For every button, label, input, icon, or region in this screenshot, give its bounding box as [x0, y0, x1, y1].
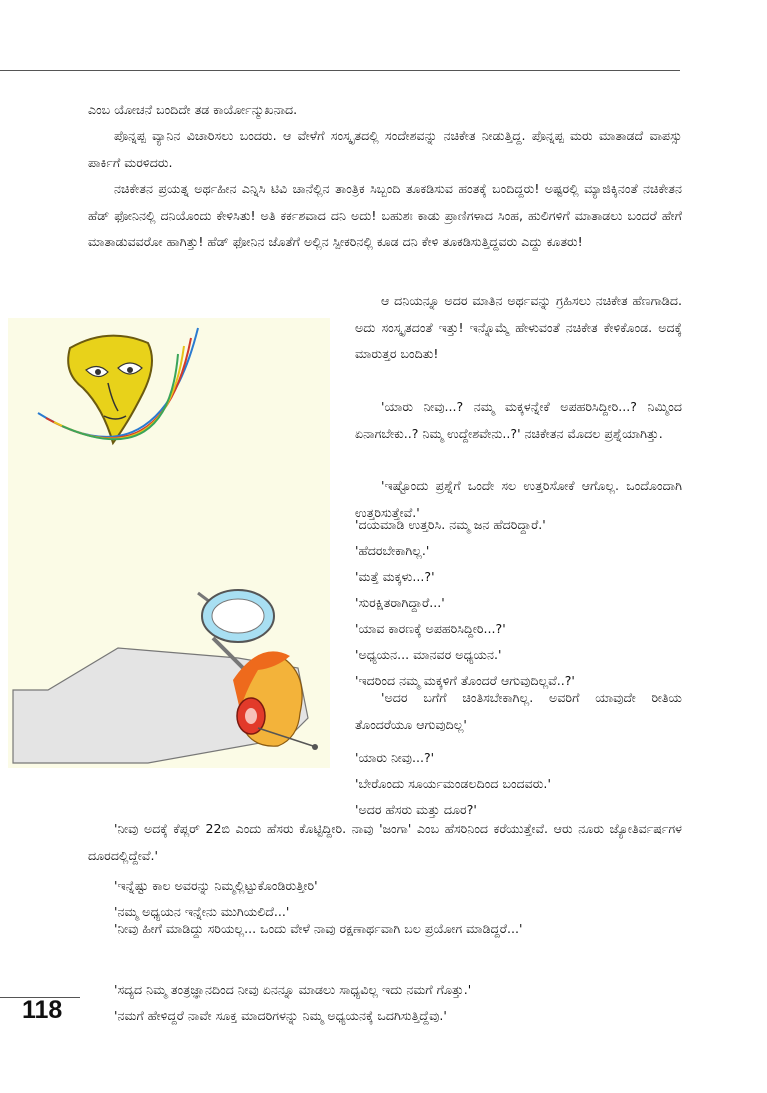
paragraph-top-3: ನಚಿಕೇತನ ಪ್ರಯತ್ನ ಅರ್ಥಹೀನ ಎನ್ನಿಸಿ ಟಿವಿ ಚಾನೆಲ್ಲಿನ ತಾಂತ್ರಿಕ ಸಿಬ್ಬಂದಿ ತೂಕಡಿಸುವ ಹಂತಕ್ಕೆ ಬಂದಿದ್ದರು! ಅಷ್ಟರಲ್ಲಿ ಮ್ಯಾಜಿಕ್ಕಿನಂತೆ ನಚಿಕೇತನ ಹೆಡ್ ಫೋನಿನಲ್ಲಿ ದನಿಯೊಂದು ಕೇಳಿಸಿತು! ಅತಿ ಕರ್ಕಶವಾದ ದನಿ ಅದು! ಬಹುಶಃ ಕಾಡು ಪ್ರಾಣಿಗಳಾದ ಸಿಂಹ, ಹುಲಿಗಳಿಗೆ ಮಾತಾಡಲು ಬಂದರೆ ಹೇಗೆ ಮಾತಾಡುವವರೋ ಹಾಗಿತ್ತು! ಹೆಡ್ ಫೋನಿನ ಜೊತೆಗೆ ಅಲ್ಲಿನ ಸ್ಪೀಕರಿನಲ್ಲಿ ಕೂಡ ದನಿ ಕೇಳಿ ತೂಕಡಿಸುತ್ತಿದ್ದವರು ಎದ್ದು ಕೂತರು! [88, 181, 682, 249]
paragraph-top-2: ಪೊನ್ನಪ್ಪ ವ್ಯಾನಿನ ವಿಚಾರಿಸಲು ಬಂದರು. ಆ ವೇಳೆಗೆ ಸಂಸ್ಕೃತದಲ್ಲಿ ಸಂದೇಶವನ್ನು ನಚಿಕೇತ ನೀಡುತ್ತಿದ್ದ. ಪೊನ್ನಪ್ಪ ಮರು ಮಾತಾಡದೆ ವಾಪಸ್ಸು ಪಾರ್ಕಿಗೆ ಮರಳಿದರು. [88, 128, 682, 170]
dialogue-line: 'ಸುರಕ್ಷಿತರಾಗಿದ್ದಾರೆ...' [355, 595, 445, 610]
paragraph-column-2: 'ಯಾರು ನೀವು...? ನಮ್ಮ ಮಕ್ಕಳನ್ನೇಕೆ ಅಪಹರಿಸಿದ್ದೀರಿ...? ನಿಮ್ಮಿಂದ ಏನಾಗಬೇಕು..? ನಿಮ್ಮ ಉದ್ದೇಶವೇನು..?' ನಚಿಕೇತನ ಮೊದಲ ಪ್ರಶ್ನೆಯಾಗಿತ್ತು. [355, 399, 682, 441]
dialogue-line: 'ಇದರಿಂದ ನಮ್ಮ ಮಕ್ಕಳಿಗೆ ತೊಂದರೆ ಆಗುವುದಿಲ್ಲವೆ..?' [355, 673, 575, 688]
dialogue-line: 'ಮತ್ತೆ ಮಕ್ಕಳು...?' [355, 569, 435, 584]
dialogue-line: 'ಇನ್ನೆಷ್ಟು ಕಾಲ ಅವರನ್ನು ನಿಮ್ಮಲ್ಲಿಟ್ಟುಕೊಂಡಿರುತ್ತೀರಿ' [114, 878, 318, 893]
paragraph-bottom-2: 'ನೀವು ಹೀಗೆ ಮಾಡಿದ್ದು ಸರಿಯಲ್ಲ... ಒಂದು ವೇಳೆ ನಾವು ರಕ್ಷಣಾರ್ಥವಾಗಿ ಬಲ ಪ್ರಯೋಗ ಮಾಡಿದ್ದರೆ...' [114, 921, 523, 936]
paragraph-bottom-1: 'ನೀವು ಅದಕ್ಕೆ ಕೆಪ್ಲರ್ 22ಬಿ ಎಂದು ಹೆಸರು ಕೊಟ್ಟಿದ್ದೀರಿ. ನಾವು 'ಜಂಗಾ' ಎಂಬ ಹೆಸರಿನಿಂದ ಕರೆಯುತ್ತೇವೆ. ಆರು ನೂರು ಜ್ಯೋತಿರ್ವರ್ಷಗಳ ದೂರದಲ್ಲಿದ್ದೇವೆ.' [88, 821, 682, 863]
dialogue-line: 'ಹೆದರಬೇಕಾಗಿಲ್ಲ.' [355, 543, 430, 558]
story-illustration [8, 318, 330, 768]
dialogue-line: 'ನಮಗೆ ಹೇಳಿದ್ದರೆ ನಾವೇ ಸೂಕ್ತ ಮಾದರಿಗಳನ್ನು ನಿಮ್ಮ ಅಧ್ಯಯನಕ್ಕೆ ಒದಗಿಸುತ್ತಿದ್ದೆವು.' [114, 1008, 447, 1023]
dialogue-line: 'ದಯಮಾಡಿ ಉತ್ತರಿಸಿ. ನಮ್ಮ ಜನ ಹೆದರಿದ್ದಾರೆ.' [355, 517, 546, 532]
dialogue-line: 'ಅಧ್ಯಯನ... ಮಾನವರ ಅಧ್ಯಯನ.' [355, 647, 502, 662]
dialogue-line: 'ಸದ್ಯದ ನಿಮ್ಮ ತಂತ್ರಜ್ಞಾನದಿಂದ ನೀವು ಏನನ್ನೂ ಮಾಡಲು ಸಾಧ್ಯವಿಲ್ಲ ಇದು ನಮಗೆ ಗೊತ್ತು.' [114, 982, 472, 997]
paragraph-column-3: 'ಇಷ್ಟೊಂದು ಪ್ರಶ್ನೆಗೆ ಒಂದೇ ಸಲ ಉತ್ತರಿಸೋಕೆ ಆಗೊಲ್ಲ. ಒಂದೊಂದಾಗಿ ಉತ್ತರಿಸುತ್ತೇವೆ.' [355, 478, 682, 520]
page-number: 118 [22, 996, 63, 1024]
paragraph-column-4: 'ಅದರ ಬಗೆಗೆ ಚಿಂತಿಸಬೇಕಾಗಿಲ್ಲ. ಅವರಿಗೆ ಯಾವುದೇ ರೀತಿಯ ತೊಂದರೆಯೂ ಆಗುವುದಿಲ್ಲ' [355, 690, 682, 732]
paragraph-top-1: ಎಂಬ ಯೋಚನೆ ಬಂದಿದೇ ತಡ ಕಾರ್ಯೋನ್ಮುಖನಾದ. [88, 102, 298, 117]
top-rule [0, 70, 680, 71]
dialogue-line: 'ಬೇರೊಂದು ಸೂರ್ಯಮಂಡಲದಿಂದ ಬಂದವರು.' [355, 776, 551, 791]
dialogue-line: 'ಯಾರು ನೀವು...?' [355, 750, 435, 765]
dialogue-line: 'ಅದರ ಹೆಸರು ಮತ್ತು ದೂರ?' [355, 802, 477, 817]
paragraph-column-1: ಆ ದನಿಯನ್ನೂ ಅದರ ಮಾತಿನ ಅರ್ಥವನ್ನು ಗ್ರಹಿಸಲು ನಚಿಕೇತ ಹೆಣಗಾಡಿದ. ಅದು ಸಂಸ್ಕೃತದಂತೆ ಇತ್ತು! ಇನ್ನೊಮ್ಮೆ ಹೇಳುವಂತೆ ನಚಿಕೇತ ಕೇಳಿಕೊಂಡ. ಅದಕ್ಕೆ ಮಾರುತ್ತರ ಬಂದಿತು! [355, 293, 682, 361]
dialogue-line: 'ನಮ್ಮ ಅಧ್ಯಯನ ಇನ್ನೇನು ಮುಗಿಯಲಿದೆ...' [114, 904, 290, 919]
dialogue-line: 'ಯಾವ ಕಾರಣಕ್ಕೆ ಅಪಹರಿಸಿದ್ದೀರಿ...?' [355, 621, 506, 636]
